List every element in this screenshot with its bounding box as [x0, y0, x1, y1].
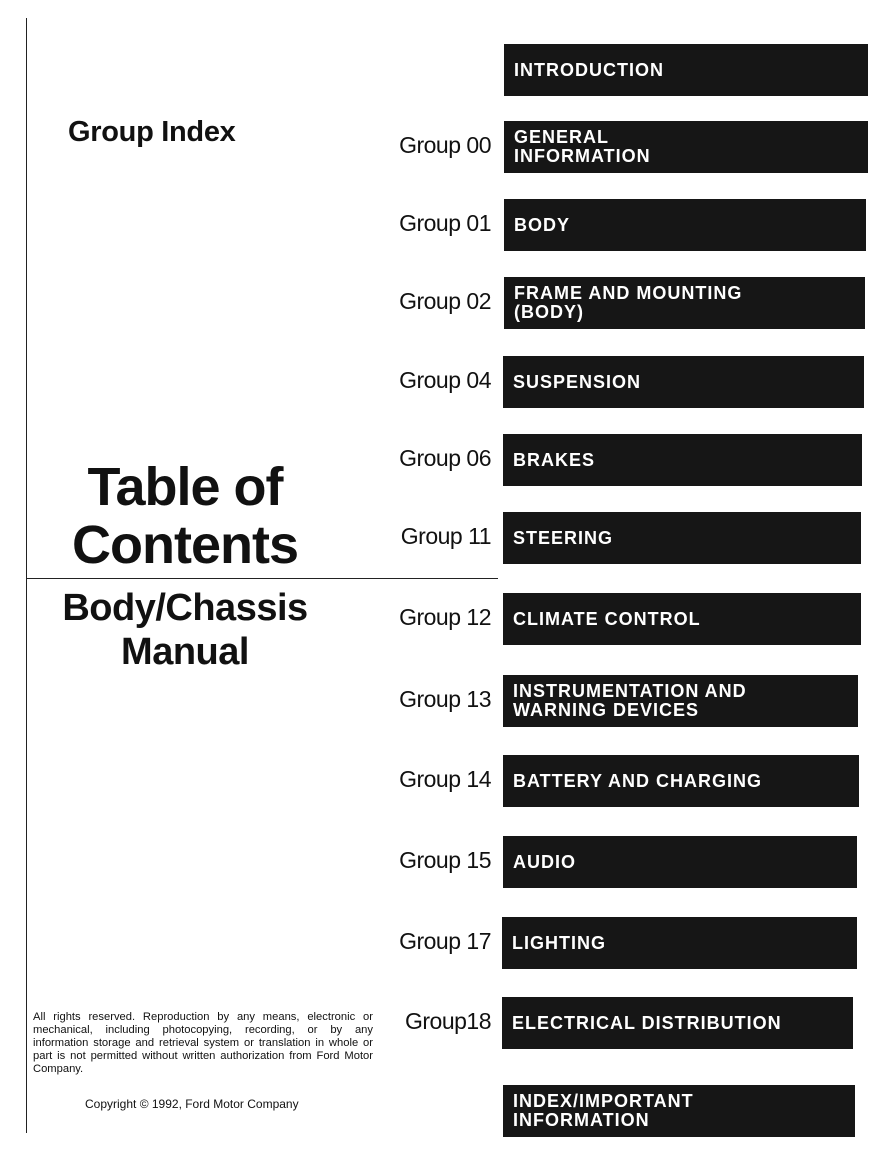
table-of-contents-title: Table of Contents [72, 457, 298, 575]
section-tab-label: BATTERY AND CHARGING [513, 770, 762, 791]
section-tab-label: SUSPENSION [513, 371, 642, 392]
section-tab-label: STEERING [513, 527, 614, 548]
section-tab-label: AUDIO [513, 851, 576, 872]
group-number-label: Group 12 [399, 604, 491, 630]
section-tab[interactable] [504, 277, 865, 329]
section-tab-label: INTRODUCTION [514, 59, 664, 80]
group-number-label: Group 15 [399, 847, 491, 873]
section-tab-label: LIGHTING [512, 932, 606, 953]
section-tab-label: GENERAL INFORMATION [514, 127, 651, 166]
section-tab[interactable] [503, 755, 859, 807]
section-tab[interactable] [503, 593, 861, 645]
section-tab[interactable] [503, 356, 864, 408]
section-tab-label: BRAKES [513, 449, 596, 470]
section-tab-label: INSTRUMENTATION AND WARNING DEVICES [513, 681, 747, 720]
group-index-title: Group Index [68, 116, 236, 148]
group-number-label: Group 00 [399, 132, 491, 158]
section-tab-label: FRAME AND MOUNTING (BODY) [514, 283, 743, 322]
section-tab[interactable] [503, 675, 858, 727]
section-tab[interactable] [504, 121, 868, 173]
group-number-label: Group 13 [399, 686, 491, 712]
section-tab[interactable] [502, 997, 853, 1049]
section-tab-label: CLIMATE CONTROL [513, 608, 701, 629]
section-tab[interactable] [502, 917, 857, 969]
section-tab[interactable] [503, 1085, 855, 1137]
group-number-label: Group 04 [399, 367, 491, 393]
section-tab[interactable] [504, 199, 866, 251]
group-number-label: Group 14 [399, 766, 491, 792]
rights-notice: All rights reserved. Reproduction by any means, electronic or mechanical, including photocopying, recording, or by any information storage and retrieval system or translation in whole or part is not permitted without written authorization from Ford Motor Company. [33, 1011, 373, 1075]
left-border-line [26, 18, 27, 1133]
group-number-label: Group 06 [399, 445, 491, 471]
title-divider-line [26, 578, 498, 579]
group-number-label: Group 11 [400, 523, 491, 549]
group-number-label: Group 01 [399, 210, 491, 236]
section-tab[interactable] [504, 44, 868, 96]
copyright-notice: Copyright © 1992, Ford Motor Company [85, 1097, 299, 1111]
section-tab-label: BODY [514, 214, 571, 235]
group-number-label: Group 02 [399, 288, 491, 314]
section-tab[interactable] [503, 836, 857, 888]
manual-title: Body/Chassis Manual [62, 587, 308, 673]
section-tab[interactable] [503, 512, 861, 564]
section-tab-label: INDEX/IMPORTANT INFORMATION [513, 1091, 694, 1130]
section-tab-label: ELECTRICAL DISTRIBUTION [512, 1012, 782, 1033]
group-number-label: Group18 [404, 1008, 491, 1034]
section-tab[interactable] [503, 434, 862, 486]
group-number-label: Group 17 [399, 928, 491, 954]
